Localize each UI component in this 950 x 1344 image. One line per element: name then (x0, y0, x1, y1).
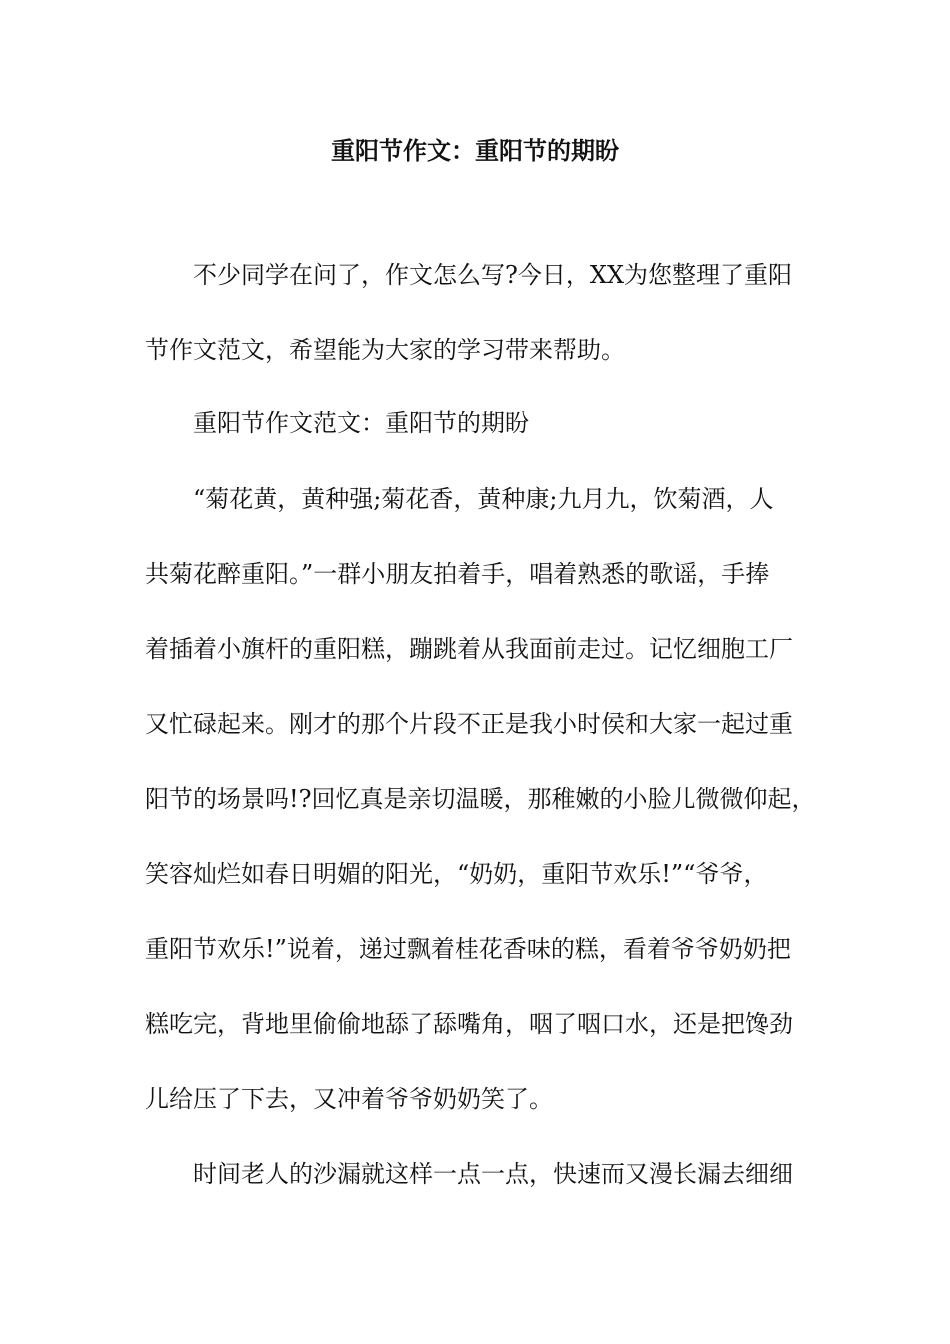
text-line: 阳节的场景吗!?回忆真是亲切温暖，那稚嫩的小脸儿微微仰起， (145, 785, 816, 813)
text-line: 重阳节作文范文：重阳节的期盼 (145, 409, 529, 437)
text-line: “菊花黄，黄种强;菊花香，黄种康;九月九，饮菊酒，人 (145, 485, 774, 513)
text-line: 重阳节欢乐!”说着，递过飘着桂花香味的糕，看着爷爷奶奶把 (145, 935, 791, 963)
text-line: 糕吃完，背地里偷偷地舔了舔嘴角，咽了咽口水，还是把馋劲 (145, 1010, 793, 1038)
document-title: 重阳节作文：重阳节的期盼 (331, 136, 619, 165)
text-line: 时间老人的沙漏就这样一点一点，快速而又漫长漏去细细 (145, 1160, 793, 1188)
text-line: 共菊花醉重阳。”一群小朋友拍着手，唱着熟悉的歌谣，手捧 (145, 560, 770, 588)
text-line: 又忙碌起来。刚才的那个片段不正是我小时侯和大家一起过重 (145, 710, 793, 738)
text-line: 着插着小旗杆的重阳糕，蹦跳着从我面前走过。记忆细胞工厂 (145, 635, 793, 663)
text-line: 节作文范文，希望能为大家的学习带来帮助。 (145, 336, 625, 364)
text-line: 不少同学在问了，作文怎么写?今日，XX为您整理了重阳 (145, 261, 793, 289)
text-line: 儿给压了下去，又冲着爷爷奶奶笑了。 (145, 1085, 553, 1113)
text-line: 笑容灿烂如春日明媚的阳光，“奶奶，重阳节欢乐!”“爷爷， (145, 860, 768, 888)
